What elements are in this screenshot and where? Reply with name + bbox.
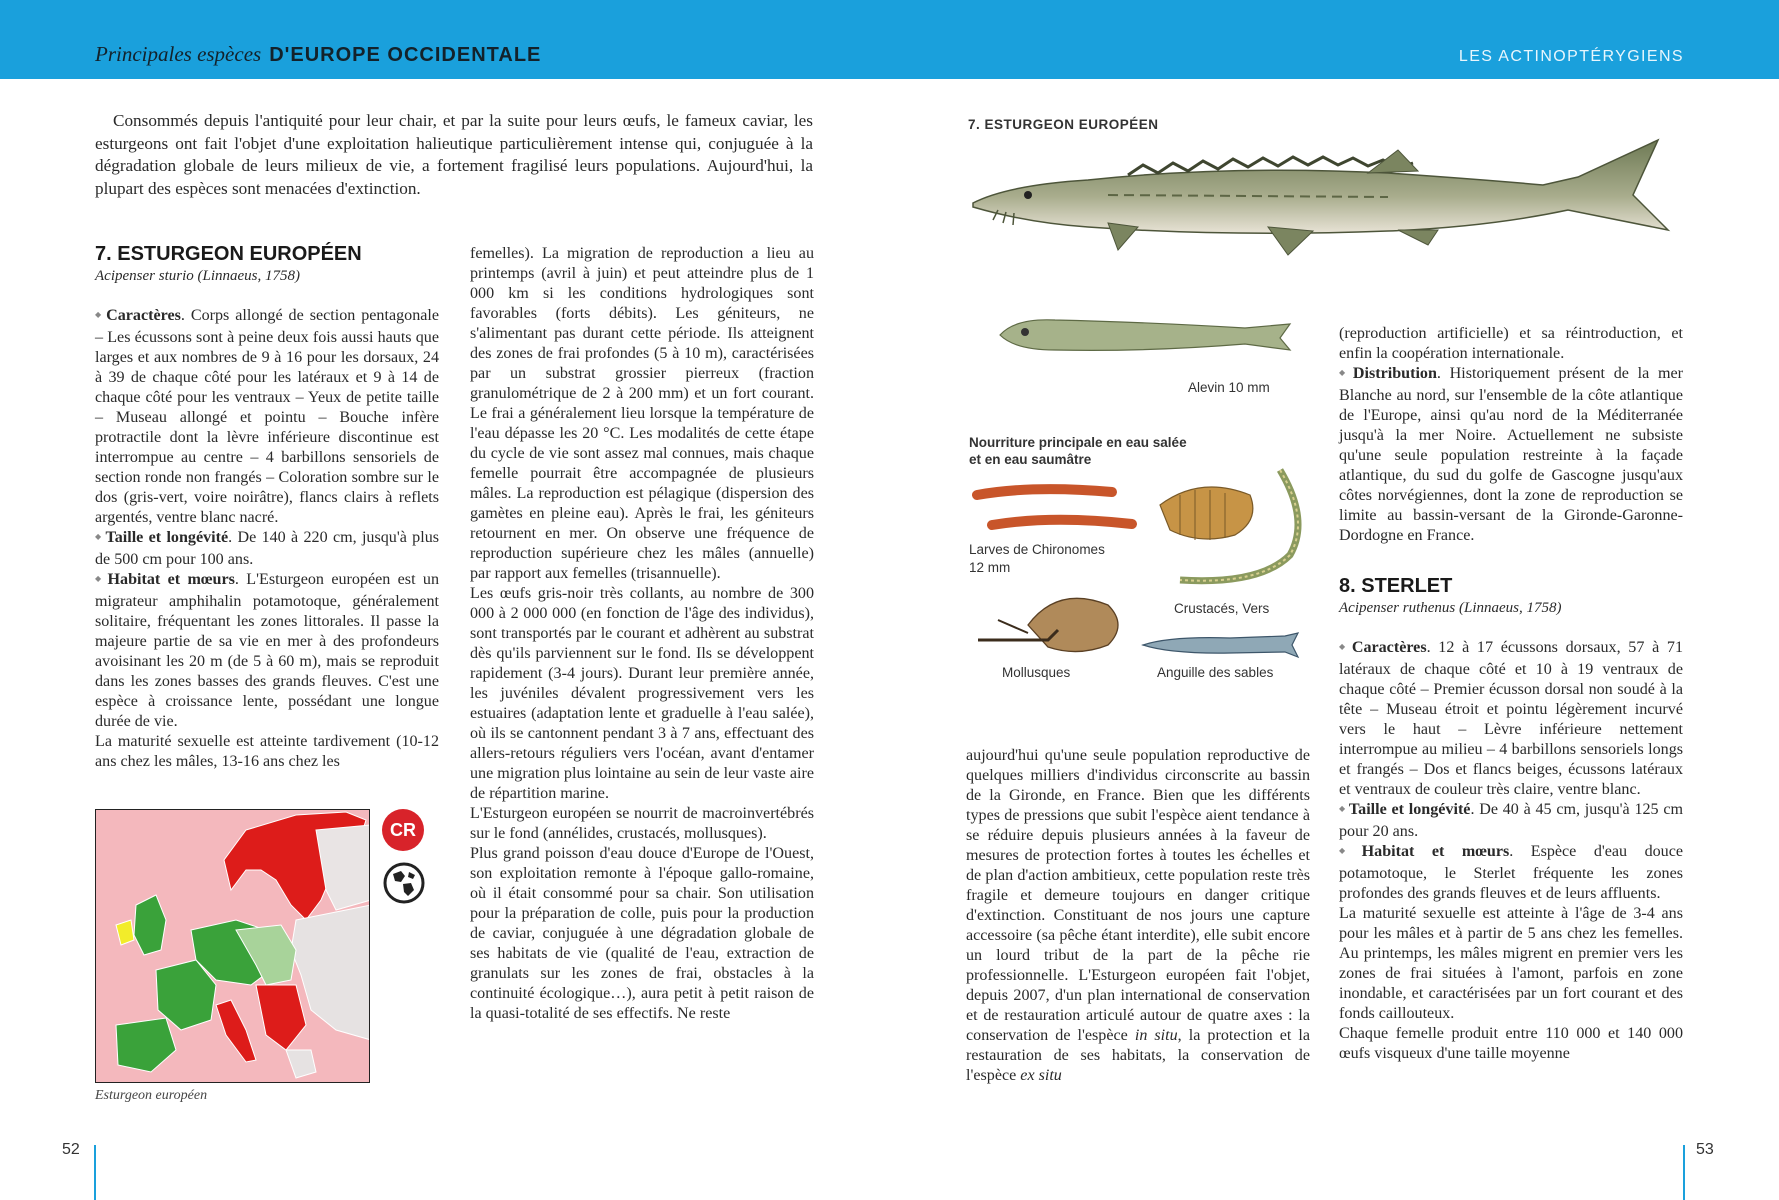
sterlet-habitat-label: Habitat et mœurs <box>1361 843 1510 860</box>
col4-paragraph-1: (reproduction artificielle) et sa réintroduction, et enfin la coopération internationale. <box>1339 325 1683 362</box>
column-2 <box>470 244 814 1024</box>
header-left-italic: Principales espèces <box>95 42 262 66</box>
food-title-line-1: Nourriture principale en eau salée <box>969 435 1187 450</box>
distribution-label: Distribution <box>1352 365 1437 382</box>
intro-paragraph: Consommés depuis l'antiquité pour leur chair, et par la suite pour leurs œufs, le fameux caviar, les esturgeons ont fait l'objet d'une exploitation halieutique particulièrement intense qui, conjuguée à la dégradation globale de leurs milieux de vie, a fortement fragilisé leurs populations. Aujourd'hui, la plupart des espèces sont menacées d'extinction. <box>95 111 813 198</box>
left-margin-line <box>94 1145 96 1200</box>
col2-paragraph-3: L'Esturgeon européen se nourrit de macroinvertébrés sur le fond (annélides, crustacés, mollusques). <box>470 805 814 842</box>
chironome-larvae-illustration <box>972 480 1137 540</box>
sturgeon-illustration <box>968 135 1693 270</box>
sterlet-caracteres-label: Caractères <box>1351 639 1427 656</box>
species-7-title: 7. ESTURGEON EUROPÉEN <box>95 243 362 265</box>
col3-text-b: , la protection et la restauration de ses habitats, la conservation de l'espèce <box>966 1027 1310 1084</box>
sterlet-taille-paragraph <box>1339 800 1683 842</box>
larves-caption-line-1: Larves de Chironomes <box>969 542 1105 557</box>
taille-text: . De 140 à 220 cm, jusqu'à plus de 500 cm pour 100 ans. <box>95 529 440 568</box>
sterlet-taille-text: . De 40 à 45 cm, jusqu'à 125 cm pour 20 ans. <box>1339 801 1684 840</box>
species-7-latin: Acipenser sturio (Linnaeus, 1758) <box>95 268 300 284</box>
header-left-title <box>95 42 541 67</box>
larves-caption-line-2: 12 mm <box>969 560 1011 575</box>
globe-icon <box>383 862 425 904</box>
col2-paragraph-4: Plus grand poisson d'eau douce d'Europe de l'Ouest, son exploitation remonte à l'époque gallo-romaine, où il était consommé pour sa chair. Son utilisation pour la préparation de colle, puis pour la production de caviar, conjuguée à une dégradation globale de ses habitats de vie (qualité de l'eau, extraction de granulats sur les zones de frai, obstacles à la continuité écologique…), aura petit à petit raison de la quasi-totalité de ses effectifs. Ne reste <box>470 845 814 1022</box>
sterlet-caracteres-paragraph <box>1339 638 1683 800</box>
distribution-map <box>95 809 370 1083</box>
caracteres-text: . Corps allongé de section pentagonale – Les écussons sont à peine deux fois aussi hauts que larges et aux nombres de 9 à 16 pour les dorsaux, 24 à 39 de chaque côté pour les latéraux et 9 à 14 de chaque côté pour les ventraux – Yeux de petite taille – Museau allongé et pointu – Bouche infère protractile dont la lèvre inférieure discontinue est interrompue au centre – 4 barbillons sensoriels de section ronde non frangés – Coloration sombre sur le dos (gris-vert, voire noirâtre), flancs clairs à reflets argentés, ventre blanc nacré. <box>95 307 439 526</box>
crustaces-caption: Crustacés, Vers <box>1174 601 1270 616</box>
header-left-caps: D'EUROPE OCCIDENTALE <box>269 44 542 66</box>
species-8-latin: Acipenser ruthenus (Linnaeus, 1758) <box>1339 600 1562 616</box>
sterlet-taille-label: Taille et longévité <box>1348 801 1471 818</box>
cr-badge: CR <box>382 809 424 851</box>
column-3 <box>966 746 1310 1086</box>
taille-paragraph <box>95 528 439 570</box>
caracteres-label: Caractères <box>106 307 181 324</box>
food-title-line-2: et en eau saumâtre <box>969 452 1092 467</box>
spacer <box>1339 546 1683 574</box>
col3-text: aujourd'hui qu'une seule population reproductive de quelques milliers d'individus circonscrite au bassin de la Gironde, en France. Bien que les différents types de pressions que subit l'espèce aient tendance à se réduire depuis plusieurs années à la faveur de mesures de protection fortes à toutes les échelles et de plan d'action ambitieux, cette population reste très fragile et demeure toujours en danger critique d'extinction. Constituant de nos jours une capture accessoire (sa pêche étant interdite), elle subit encore un lourd tribut de la part de la pêche rie professionnelle. L'Esturgeon européen fait l'objet, depuis 2007, d'un plan international de conservation et de restauration articulé autour de quatre axes : la conservation de l'espèce <box>966 747 1310 1044</box>
header-right-title: LES ACTINOPTÉRYGIENS <box>1458 48 1684 65</box>
page-number-right: 53 <box>1696 1141 1714 1158</box>
col3-insitu: in situ <box>1134 1027 1178 1044</box>
sterlet-habitat-paragraph <box>1339 842 1683 904</box>
larves-caption <box>969 541 1105 577</box>
taille-label: Taille et longévité <box>105 529 229 546</box>
sterlet-paragraph-2: La maturité sexuelle est atteinte à l'âge de 3-4 ans pour les mâles et à partir de 5 ans chez les femelles. Au printemps, les mâles migrent en premier vers les zones de frai situées à l'amont, parfois en zone inondable, et caractérisées par un fort courant et des fonds caillouteux. <box>1339 905 1683 1022</box>
maturite-paragraph: La maturité sexuelle est atteinte tardivement (10-12 ans chez les mâles, 13-16 ans chez les <box>95 733 439 770</box>
habitat-text: . L'Esturgeon européen est un migrateur amphihalin potamotoque, généralement solitaire, fréquentant les zones littorales. Il passe la majeure partie de sa vie en mer à des profondeurs avoisinant les 20 m (de 5 à 60 m), mais se reproduit dans les zones basses des grands fleuves. C'est une espèce à croissance lente, possédant une longue durée de vie. <box>95 571 440 730</box>
mollusques-caption: Mollusques <box>1002 665 1071 680</box>
distribution-paragraph <box>1339 364 1683 546</box>
col3-paragraph <box>966 746 1310 1086</box>
sand-eel-illustration <box>1140 630 1300 660</box>
habitat-label: Habitat et mœurs <box>107 571 235 588</box>
species-8-title: 8. STERLET <box>1339 575 1453 597</box>
habitat-paragraph <box>95 570 439 732</box>
alevin-illustration <box>995 310 1295 360</box>
col3-exsitu: ex situ <box>1020 1067 1062 1084</box>
sterlet-paragraph-3: Chaque femelle produit entre 110 000 et 140 000 œufs visqueux d'une taille moyenne <box>1339 1025 1683 1062</box>
fish-figure-caption: 7. ESTURGEON EUROPÉEN <box>968 117 1159 132</box>
europe-map-image <box>96 810 370 1083</box>
mollusc-illustration <box>968 585 1128 660</box>
header-bar <box>0 0 1779 79</box>
sterlet-habitat-text: . Espèce d'eau douce potamotoque, le Sterlet fréquente les zones profondes des grands fleuves et de leurs affluents. <box>1339 843 1684 902</box>
col2-paragraph-1: femelles). La migration de reproduction a lieu au printemps (avril à juin) et peut atteindre plus de 1 000 km si les conditions hydrologiques sont favorables (forts débits). Les géniteurs, ne s'alimentant pas durant cette période. Ils atteignent des zones de frai profondes (5 à 10 m), caractérisées par un substrat grossier pierreux (fraction granulométrique de 2 à 200 mm) et un fort courant. Le frai a généralement lieu lorsque la température de l'eau dépasse les 20 °C. Les modalités de cette étape du cycle de vie sont assez mal connues, mais chaque femelle pourrait être accompagnée de plusieurs mâles. La reproduction est pélagique (dispersion des gamètes en pleine eau). Après le frai, les géniteurs retournent en mer. On observe une fréquence de reproduction supérieure chez les mâles (annuelle) par rapport aux femelles (trisannuelle). <box>470 245 814 582</box>
anguille-caption: Anguille des sables <box>1157 665 1274 680</box>
right-margin-line <box>1683 1145 1685 1200</box>
col2-paragraph-2: Les œufs gris-noir très collants, au nombre de 300 000 à 2 000 000 (en fonction de l'âge des individus), sont transportés par le courant et adhèrent au substrat dès qu'ils parviennent sur le fond. Ils se développent rapidement (3-4 jours). Durant leur première année, les juvéniles dévalent progressivement vers les estuaires (adaptation lente et graduelle à l'eau salée), où ils se cantonnent pendant 3 à 7 ans, effectuant des allers-retours réguliers vers l'océan, avant d'entamer une migration plus lointaine au sein de leur vaste aire de répartition marine. <box>470 585 814 802</box>
column-1 <box>95 242 439 772</box>
alevin-caption: Alevin 10 mm <box>1188 380 1270 395</box>
page-number-left: 52 <box>62 1141 80 1158</box>
crustacean-worm-illustration <box>1140 460 1320 600</box>
sterlet-caracteres-text: . 12 à 17 écussons dorsaux, 57 à 71 latéraux de chaque côté et 10 à 19 ventraux de chaque côté – Premier écusson dorsal non soudé à la tête – Museau étroit et pointu légèrement incurvé vers le haut – Lèvre inférieure nettement interrompue au milieu – 4 barbillons sensoriels longs et frangés – Dos et flancs beiges, écussons latéraux et ventraux de couleur très claire, ventre blanc. <box>1339 639 1683 798</box>
distribution-text: . Historiquement présent de la mer Blanche au nord, sur l'ensemble de la côte atlantique de l'Europe, ainsi qu'au nord de la Méditerranée jusqu'à la mer Noire. Actuellement ne subsiste qu'une seule population restreinte à la façade atlantique, du sud du golfe de Gascogne jusqu'aux côtes norvégiennes, dont la zone de reproduction se limite au bassin-versant de la Gironde-Garonne-Dordogne en France. <box>1339 365 1683 544</box>
map-caption: Esturgeon européen <box>95 1088 208 1103</box>
column-4 <box>1339 324 1683 1064</box>
caracteres-paragraph <box>95 306 439 528</box>
